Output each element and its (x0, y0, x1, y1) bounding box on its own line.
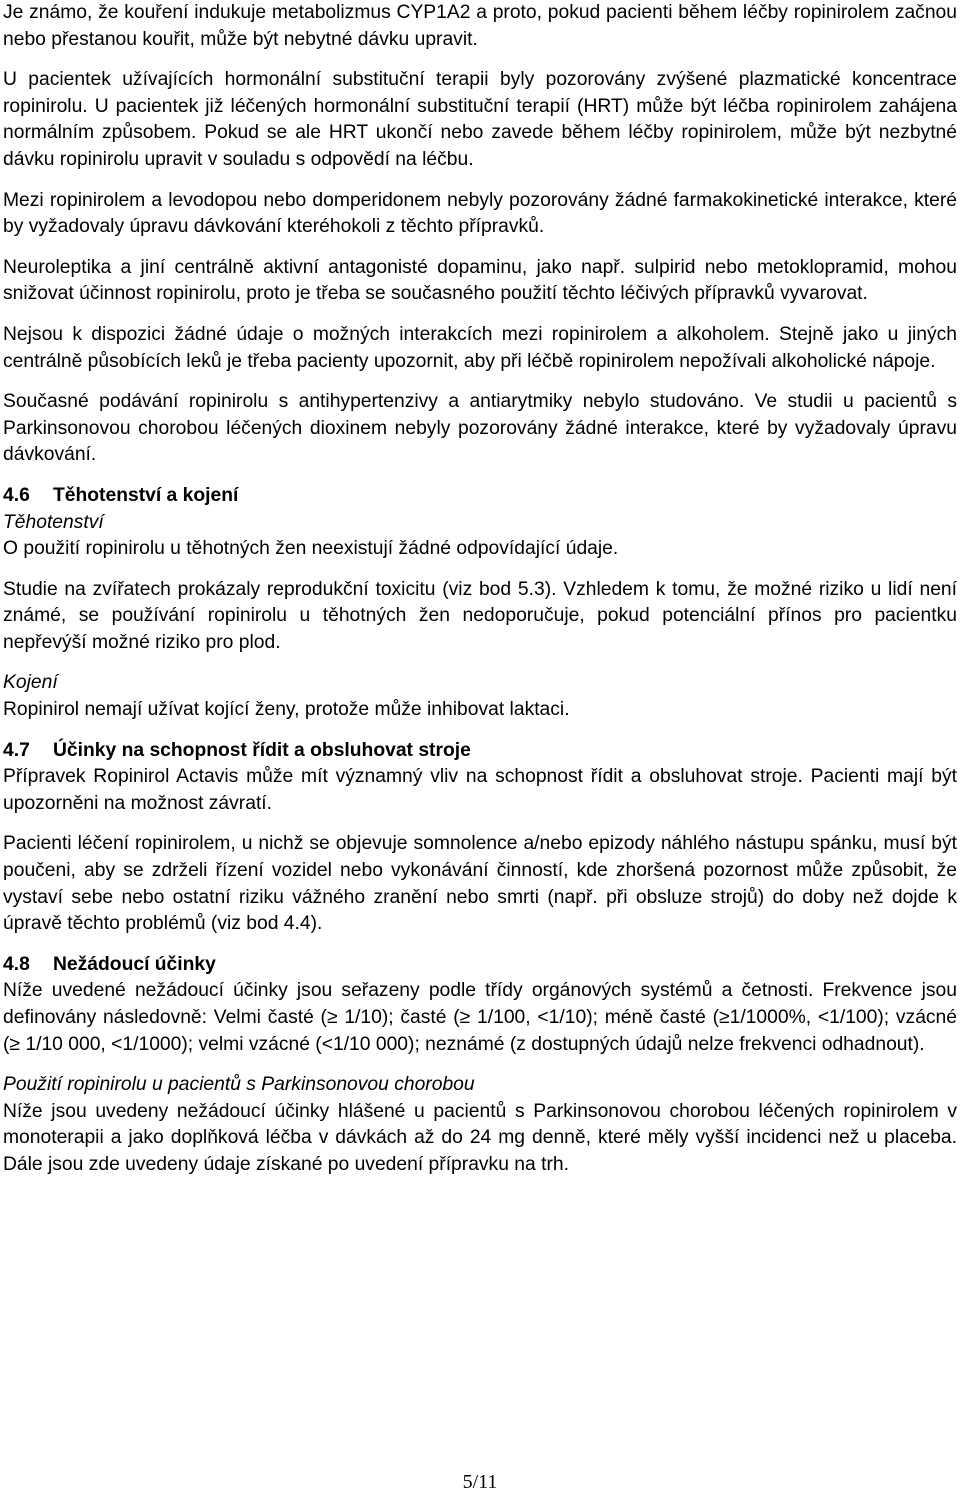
paragraph-pregnancy-studies: Studie na zvířatech prokázaly reprodukční toxicitu (viz bod 5.3). Vzhledem k tomu, že možné riziko u lidí není známé, se používání ropinirolu u těhotných žen nedoporučuje, pokud potenciální přínos pro pacientku nepřevýší možné riziko pro plod. (3, 578, 957, 653)
paragraph-neuroleptics: Neuroleptika a jiní centrálně aktivní antagonisté dopaminu, jako např. sulpirid nebo metoklopramid, mohou snižovat účinnost ropinirolu, proto je třeba se současného použití těchto léčivých přípravků vyvarovat. (3, 256, 957, 305)
paragraph-antihypertensives: Současné podávání ropinirolu s antihypertenzivy a antiarytmiky nebylo studováno. Ve studii u pacientů s Parkinsonovou chorobou léčených dioxinem nebyly pozorovány žádné interakce, které by vyžadovaly úpravu dávkování. (3, 391, 957, 466)
paragraph-levodopa: Mezi ropinirolem a levodopou nebo domperidonem nebyly pozorovány žádné farmakokinetické interakce, které by vyžadovaly úpravu dávkování kteréhokoli z těchto přípravků. (3, 189, 957, 238)
page-number: 5/11 (462, 1471, 498, 1493)
document-page (3, 0, 957, 1193)
section-title: Účinky na schopnost řídit a obsluhovat stroje (53, 739, 471, 761)
paragraph-alcohol: Nejsou k dispozici žádné údaje o možných interakcích mezi ropinirolem a alkoholem. Stejně jako u jiných centrálně působících leků je třeba pacienty upozornit, aby při léčbě ropinirolem nepožívali alkoholické nápoje. (3, 323, 957, 372)
section-number: 4.6 (3, 484, 30, 506)
section-heading-4-8 (3, 952, 957, 979)
subheading-pregnancy: Těhotenství (3, 511, 104, 533)
section-number: 4.7 (3, 739, 30, 761)
paragraph-parkinson: Níže jsou uvedeny nežádoucí účinky hlášené u pacientů s Parkinsonovou chorobou léčených ropinirolem v monoterapii a jako doplňková léčba v dávkách až do 24 mg denně, které měly vyšší incidenci než u placeba. Dále jsou zde uvedeny údaje získané po uvedení přípravku na trh. (3, 1100, 957, 1175)
section-title: Těhotenství a kojení (53, 484, 239, 506)
paragraph-somnolence: Pacienti léčení ropinirolem, u nichž se objevuje somnolence a/nebo epizody náhlého nástupu spánku, musí být poučeni, aby se zdrželi řízení vozidel nebo vykonávání činností, kde zhoršená pozornost může způsobit, že vystaví sebe nebo ostatní riziku vážného zranění nebo smrti (např. při obsluze strojů) do doby než dojde k úpravě těchto problémů (viz bod 4.4). (3, 833, 957, 935)
subheading-lactation: Kojení (3, 672, 58, 694)
section-number: 4.8 (3, 953, 30, 975)
paragraph-driving: Přípravek Ropinirol Actavis může mít významný vliv na schopnost řídit a obsluhovat stroje. Pacienti mají být upozorněni na možnost závratí. (3, 766, 957, 814)
section-title: Nežádoucí účinky (53, 953, 216, 975)
paragraph-smoking: Je známo, že kouření indukuje metabolizmus CYP1A2 a proto, pokud pacienti během léčby ropinirolem začnou nebo přestanou kouřit, může být nebytné dávku upravit. (3, 2, 957, 50)
section-heading-4-7 (3, 738, 957, 765)
subheading-parkinson: Použití ropinirolu u pacientů s Parkinsonovou chorobou (3, 1074, 475, 1096)
paragraph-pregnancy-data: O použití ropinirolu u těhotných žen neexistují žádné odpovídající údaje. (3, 538, 619, 560)
paragraph-lactation: Ropinirol nemají užívat kojící ženy, protože může inhibovat laktaci. (3, 699, 570, 721)
paragraph-frequency: Níže uvedené nežádoucí účinky jsou seřazeny podle třídy orgánových systémů a četnosti. Frekvence jsou definovány následovně: Velmi časté (≥ 1/10); časté (≥ 1/100, <1/10); méně časté (≥1/1000%, <1/100); vzácné (≥ 1/10 000, <1/1000); velmi vzácné (<1/10 000); neznámé (z dostupných údajů nelze frekvenci odhadnout). (3, 980, 957, 1055)
section-heading-4-6 (3, 483, 957, 510)
paragraph-hrt: U pacientek užívajících hormonální substituční terapii byly pozorovány zvýšené plazmatické koncentrace ropinirolu. U pacientek již léčených hormonální substituční terapií (HRT) může být léčba ropinirolem zahájena normálním způsobem. Pokud se ale HRT ukončí nebo zavede během léčby ropinirolem, může být nezbytné dávku ropinirolu upravit v souladu s odpovědí na léčbu. (3, 69, 957, 170)
